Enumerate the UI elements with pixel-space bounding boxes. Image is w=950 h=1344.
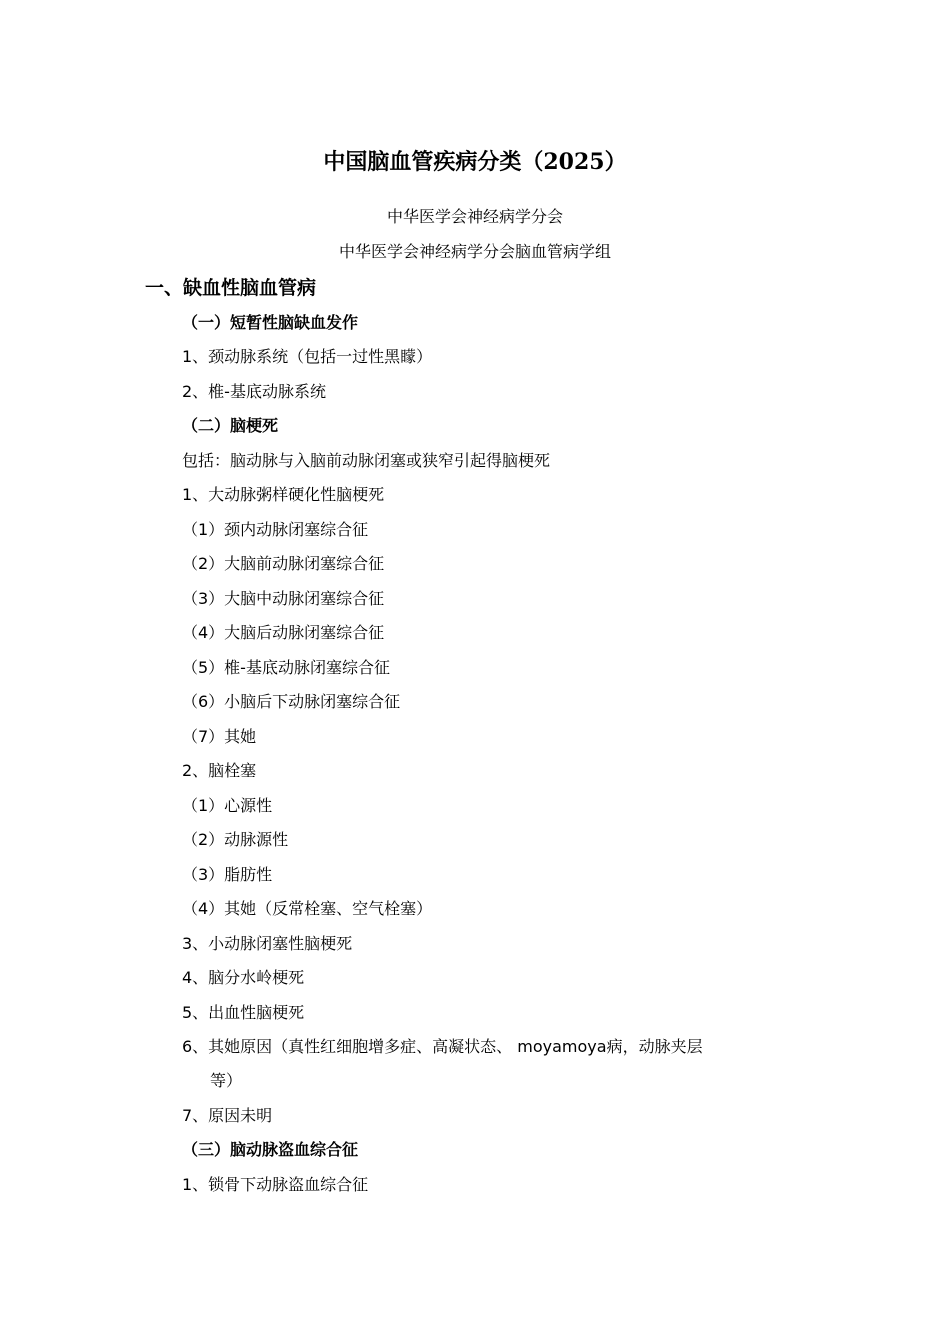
author-organization: 中华医学会神经病学分会脑血管病学组 (338, 242, 611, 261)
list-item: （6）小脑后下动脉闭塞综合征 (182, 692, 401, 711)
subsection-heading: （一）短暂性脑缺血发作 (182, 313, 359, 332)
list-item: 5、出血性脑梗死 (182, 1003, 305, 1022)
list-item: 7、原因未明 (182, 1106, 273, 1125)
list-item: （4）大脑后动脉闭塞综合征 (182, 623, 385, 642)
list-item: 4、脑分水岭梗死 (182, 968, 305, 987)
list-item-continuation: 等） (210, 1071, 243, 1090)
list-item: 1、大动脉粥样硬化性脑梗死 (182, 485, 385, 504)
list-item: （2）动脉源性 (182, 830, 289, 849)
list-item: （7）其她 (182, 727, 257, 746)
list-item: （5）椎-基底动脉闭塞综合征 (182, 658, 390, 677)
list-item: 1、锁骨下动脉盗血综合征 (182, 1175, 369, 1194)
list-item: 6、其她原因（真性红细胞增多症、高凝状态、 moyamoya病，动脉夹层 (182, 1037, 703, 1056)
list-item: （3）大脑中动脉闭塞综合征 (182, 589, 385, 608)
document-title: 中国脑血管疾病分类（2025） (323, 149, 627, 175)
list-item: 2、椎-基底动脉系统 (182, 382, 326, 401)
list-item: 2、脑栓塞 (182, 761, 257, 780)
list-item: （2）大脑前动脉闭塞综合征 (182, 554, 385, 573)
subsection-heading: （二）脑梗死 (182, 416, 279, 435)
list-item: （1）心源性 (182, 796, 273, 815)
section-heading: 一、缺血性脑血管病 (145, 277, 317, 299)
list-item: （4）其她（反常栓塞、空气栓塞） (182, 899, 433, 918)
list-item: 3、小动脉闭塞性脑梗死 (182, 934, 353, 953)
list-item: （1）颈内动脉闭塞综合征 (182, 520, 369, 539)
author-organization: 中华医学会神经病学分会 (386, 207, 563, 226)
list-item: （3）脂肪性 (182, 865, 273, 884)
paragraph: 包括：脑动脉与入脑前动脉闭塞或狭窄引起得脑梗死 (182, 451, 551, 470)
list-item: 1、颈动脉系统（包括一过性黑矇） (182, 347, 433, 366)
subsection-heading: （三）脑动脉盗血综合征 (182, 1140, 359, 1159)
